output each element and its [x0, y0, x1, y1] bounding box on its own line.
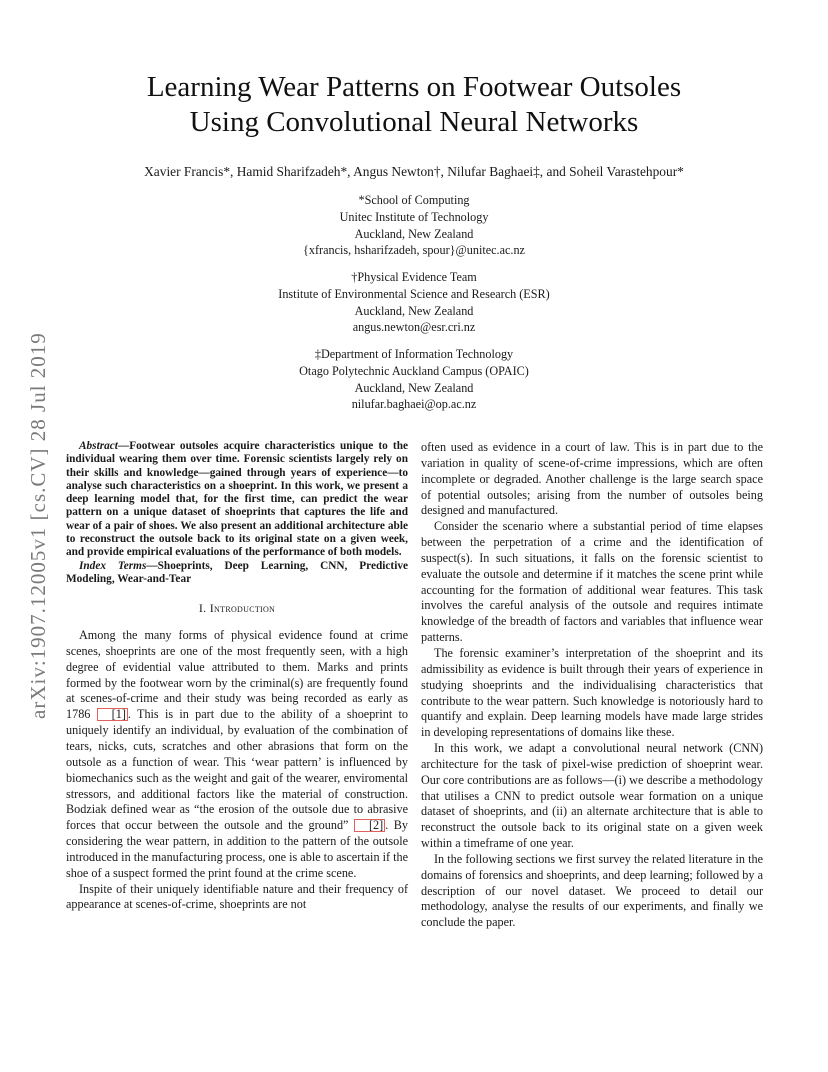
citation-link-2[interactable]: [2] — [354, 819, 385, 832]
paragraph: Inspite of their uniquely identifiable nature and their frequency of appearance at scenes-of-crime, shoeprints are not — [66, 881, 408, 912]
affiliation-line: *School of Computing — [358, 193, 470, 207]
paragraph-text: . This is in part due to the ability of a shoeprint to uniquely identify an individual, by evaluation of the combination of tears, nicks, cuts, scratches and other abrasions that form on the outsole as a function of wear. This ‘wear pattern’ is influenced by biomechanics such as the weight and gait of the wearer, enviromental stressors, and additional factors like the material of construction. Bodziak defined wear as “the erosion of the outsole due to abrasive forces that occur between the outsole and the ground” — [66, 707, 408, 833]
right-column — [421, 440, 763, 931]
title-line-1: Learning Wear Patterns on Footwear Outsoles — [146, 71, 682, 103]
arxiv-stamp: arXiv:1907.12005v1 [cs.CV] 28 Jul 2019 — [26, 332, 50, 720]
paragraph-text: . By considering the wear pattern, in addition to the pattern of the outsole introduced in the manufacturing process, one is able to ascertain if the shoe of a suspect formed the print found at the crime scene. — [66, 818, 408, 880]
paragraph: often used as evidence in a court of law. This is in part due to the variation in quality of scene-of-crime impressions, which are often incomplete or degraded. Another challenge is the large search space of potential outsoles; arising from the number of outsoles being designed and manufactured. — [421, 440, 763, 518]
abstract-label: Abstract — [79, 440, 118, 452]
affiliation-email: angus.newton@esr.cri.nz — [352, 320, 476, 335]
affiliation-email: {xfrancis, hsharifzadeh, spour}@unitec.ac.nz — [303, 243, 525, 258]
paragraph-text: Among the many forms of physical evidence found at crime scenes, shoeprints are one of the most frequently seen, with a high degree of evidential value attributed to them. Marks and prints formed by the footwear worn by the criminal(s) are frequently found at scenes-of-crime and their study was being recorded as early as 1786 — [66, 628, 408, 722]
affiliation-line: Institute of Environmental Science and Research (ESR) — [278, 286, 550, 301]
paragraph: The forensic examiner’s interpretation of the shoeprint and its admissibility as evidence is built through their years of experience in studying shoeprints and the individualising characteristics that contribute to the wear pattern. Such knowledge is notoriously hard to quantify and explain. Deep learning models have made large strides in developing representations of domains like these. — [421, 645, 763, 740]
index-terms — [66, 560, 408, 587]
affiliation-line: Otago Polytechnic Auckland Campus (OPAIC) — [299, 363, 529, 378]
paragraph — [66, 628, 408, 882]
affiliation-line: Auckland, New Zealand — [354, 303, 474, 318]
affiliation-line: Unitec Institute of Technology — [339, 209, 489, 224]
section-number: I. — [198, 601, 210, 616]
abstract-text: —Footwear outsoles acquire characteristics unique to the individual wearing them over time. Forensic scientists largely rely on their skills and knowledge—gained through years of experience—to analyse such characteristics on a shoeprint. In this work, we present a deep learning model that, for the first time, can predict the wear pattern on a unique dataset of shoeprints that captures the life and wear of a pair of shoes. We also present an additional architecture able to reconstruct the outsole back to its original state on a given week, and provide empirical evaluations of the performance of both models. — [66, 440, 408, 559]
affiliation-line: †Physical Evidence Team — [351, 270, 477, 284]
affiliation-line: Auckland, New Zealand — [354, 380, 474, 395]
abstract — [66, 440, 408, 560]
affiliation-email: nilufar.baghaei@op.ac.nz — [351, 397, 477, 412]
citation-link-1[interactable]: [1] — [97, 708, 128, 721]
left-column — [66, 440, 408, 913]
paragraph: In this work, we adapt a convolutional neural network (CNN) architecture for the task of pixel-wise prediction of shoeprint wear. Our core contributions are as follows—(i) we describe a methodology that utilises a CNN to predict outsole wear formation on a unique dataset of shoeprints, and (ii) an alternate architecture that is able to reconstruct the outsole back to its original state on a given week within a timeframe of one year. — [421, 741, 763, 851]
paragraph: Consider the scenario where a substantial period of time elapses between the perpetration of a crime and the identification of suspect(s). In such situations, it falls on the forensic scientist to evaluate the outsole and determine if it matches the scene print while accounting for the formation of additional wear features. This task involves the careful analysis of the outsole and requires intimate knowledge of the breadth of factors and variables that influence wear patterns. — [421, 519, 763, 645]
affiliation-line: ‡Department of Information Technology — [314, 347, 514, 361]
index-terms-label: Index Terms — [79, 559, 147, 572]
paper-title — [60, 70, 768, 140]
index-terms-text: —Shoeprints, Deep Learning, CNN, Predictive Modeling, Wear-and-Tear — [66, 559, 408, 585]
title-line-2: Using Convolutional Neural Networks — [189, 106, 639, 138]
affiliation-2 — [160, 269, 668, 336]
affiliation-line: Auckland, New Zealand — [354, 226, 474, 241]
affiliation-3 — [160, 346, 668, 413]
paragraph: In the following sections we first survey the related literature in the domains of forensics and shoeprints, and deep learning; followed by a description of our novel dataset. We proceed to detail our methodology, analyse the results of our experiments, and finally we conclude the paper. — [421, 851, 763, 930]
section-name: Introduction — [209, 601, 276, 616]
affiliation-1 — [160, 192, 668, 259]
section-heading-introduction — [66, 601, 408, 617]
author-list: Xavier Francis*, Hamid Sharifzadeh*, Angus Newton†, Nilufar Baghaei‡, and Soheil Varastehpour* — [144, 164, 684, 179]
